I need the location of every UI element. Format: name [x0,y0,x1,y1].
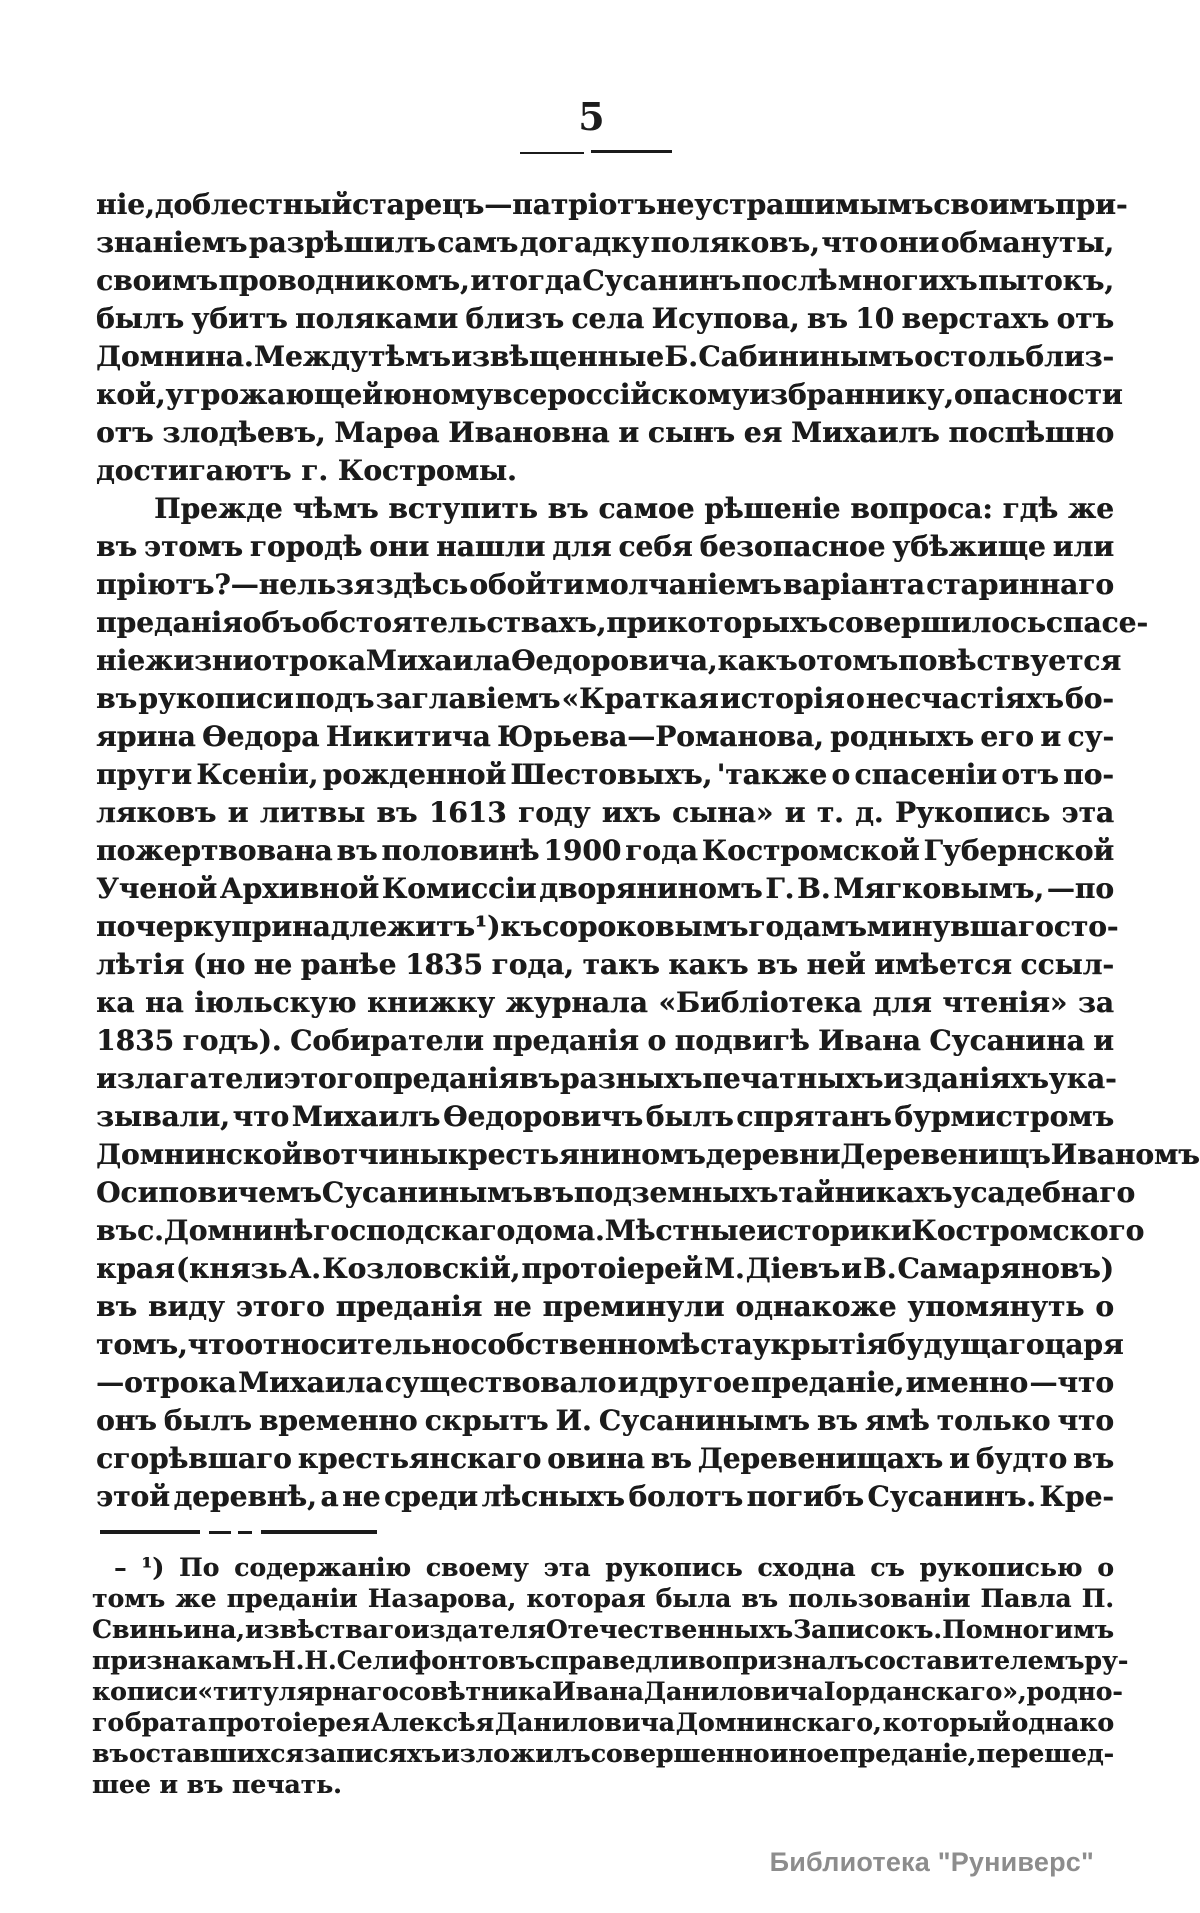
text-line: этой деревнѣ, а не среди лѣсныхъ болотъ погибъ Сусанинъ. Кре- [96,1480,1114,1513]
text-line: Домнина. Между тѣмъ извѣщенные Б. Сабининымъ о столь близ- [96,340,1114,373]
rule-segment [209,1531,231,1534]
text-line: шее и въ печать. [92,1770,342,1799]
text-line: кой, угрожающей юному всероссійскому избраннику, опасности [96,378,1123,411]
text-line: го брата протоіерея Алексѣя Даниловича Домнинскаго, который однако [92,1708,1114,1737]
text-line: Прежде чѣмъ вступить въ самое рѣшеніе вопроса: гдѣ же [154,492,1114,525]
text-line: въ виду этого преданія не преминули однакоже упомянуть о [96,1290,1114,1323]
rule-segment [238,1531,252,1534]
page-number-rule [520,149,672,154]
text-line: ніе, доблестный старецъ—патріотъ неустрашимымъ своимъ при- [96,188,1128,221]
text-line: кописи «титулярнаго совѣтника Ивана Даниловича Іорданскаго», родно- [92,1677,1123,1706]
text-line: томъ, что относительно собственно мѣста укрытія будущаго царя [96,1328,1124,1361]
text-line: Ученой Архивной Комиссіи дворяниномъ Г. В. Мягковымъ, —по [96,872,1114,905]
rule-gap [584,151,591,152]
text-line: – ¹) По содержанію своему эта рукопись сходна съ рукописью о [114,1553,1114,1582]
text-line: края (князь А. Козловскій, протоіерей М. Діевъ и В. Самаряновъ) [96,1252,1114,1285]
text-line: знаніемъ разрѣшилъ самъ догадку поляковъ, что они обмануты, [96,226,1114,259]
text-line: своимъ проводникомъ, и тогда Сусанинъ послѣ многихъ пытокъ, [96,264,1114,297]
text-line: пріютъ?—нельзя здѣсь обойти молчаніемъ варіанта стариннаго [96,568,1114,601]
text-line: въ оставшихся записяхъ изложилъ совершенно иное преданіе, перешед- [92,1739,1114,1768]
text-line: достигаютъ г. Костромы. [96,454,517,487]
text-line: почерку принадлежитъ ¹) къ сороковымъ годамъ минувшаго сто- [96,910,1119,943]
text-line: пруги Ксеніи, рожденной Шестовыхъ, 'также о спасеніи отъ по- [96,758,1114,791]
text-line: ляковъ и литвы въ 1613 году ихъ сына» и т. д. Рукопись эта [96,796,1114,829]
text-line: въ этомъ городѣ они нашли для себя безопасное убѣжище или [96,530,1114,563]
footnote [92,1552,1129,1800]
library-watermark: Библиотека "Руниверс" [769,1847,1094,1877]
text-line: лѣтія (но не ранѣе 1835 года, такъ какъ въ ней имѣется ссыл- [96,948,1114,981]
text-line: пожертвована въ половинѣ 1900 года Костромской Губернской [96,834,1114,867]
text-line: ярина Ѳедора Никитича Юрьева—Романова, родныхъ его и су- [96,720,1114,753]
text-line: зывали, что Михаилъ Ѳедоровичъ былъ спрятанъ бурмистромъ [96,1100,1114,1133]
text-line: въ рукописи подъ заглавіемъ «Краткая исторія о несчастіяхъ бо- [96,682,1114,715]
text-line: 1835 годъ). Собиратели преданія о подвигѣ Ивана Сусанина и [96,1024,1114,1057]
text-line: Осиповичемъ Сусанинымъ въ подземныхъ тайникахъ усадебнаго [96,1176,1136,1209]
text-line: излагатели этого преданія въ разныхъ печатныхъ изданіяхъ ука- [96,1062,1117,1095]
rule-segment [100,1530,200,1534]
text-line: преданія объ обстоятельствахъ, при которыхъ совершилось спасе- [96,606,1148,639]
text-line: ніе жизни отрока Михаила Ѳедоровича, какъ о томъ повѣствуется [96,644,1122,677]
rule-segment [261,1530,377,1534]
text-line: въ с. Домнинѣ господскаго дома. Мѣстные историки Костромского [96,1214,1145,1247]
text-line: Свиньина, извѣстваго издателя Отечественныхъ Записокъ. По многимъ [92,1615,1114,1644]
text-line: былъ убитъ поляками близъ села Исупова, въ 10 верстахъ отъ [96,302,1114,335]
text-line: сгорѣвшаго крестьянскаго овина въ Деревенищахъ и будто въ [96,1442,1114,1475]
text-line: ка на іюльскую книжку журнала «Библіотека для чтенія» за [96,986,1114,1019]
rule-segment [591,150,672,153]
body-text [96,186,1200,1516]
text-line: томъ же преданіи Назарова, которая была въ пользованіи Павла П. [92,1584,1114,1613]
page-number: 5 [578,94,606,139]
rule-segment [520,152,584,154]
text-line: —отрока Михаила существовало и другое преданіе, именно —что [96,1366,1114,1399]
text-line: отъ злодѣевъ, Марѳа Ивановна и сынъ ея Михаилъ поспѣшно [96,416,1114,449]
footnote-divider [100,1529,380,1535]
text-line: онъ былъ временно скрытъ И. Сусанинымъ въ ямѣ только что [96,1404,1114,1437]
text-line: признакамъ Н. Н. Селифонтовъ справедливо призналъ составителемъ ру- [92,1646,1129,1675]
text-line: Домнинской вотчины крестьяниномъ деревни Деревенищъ Иваномъ [96,1138,1200,1171]
